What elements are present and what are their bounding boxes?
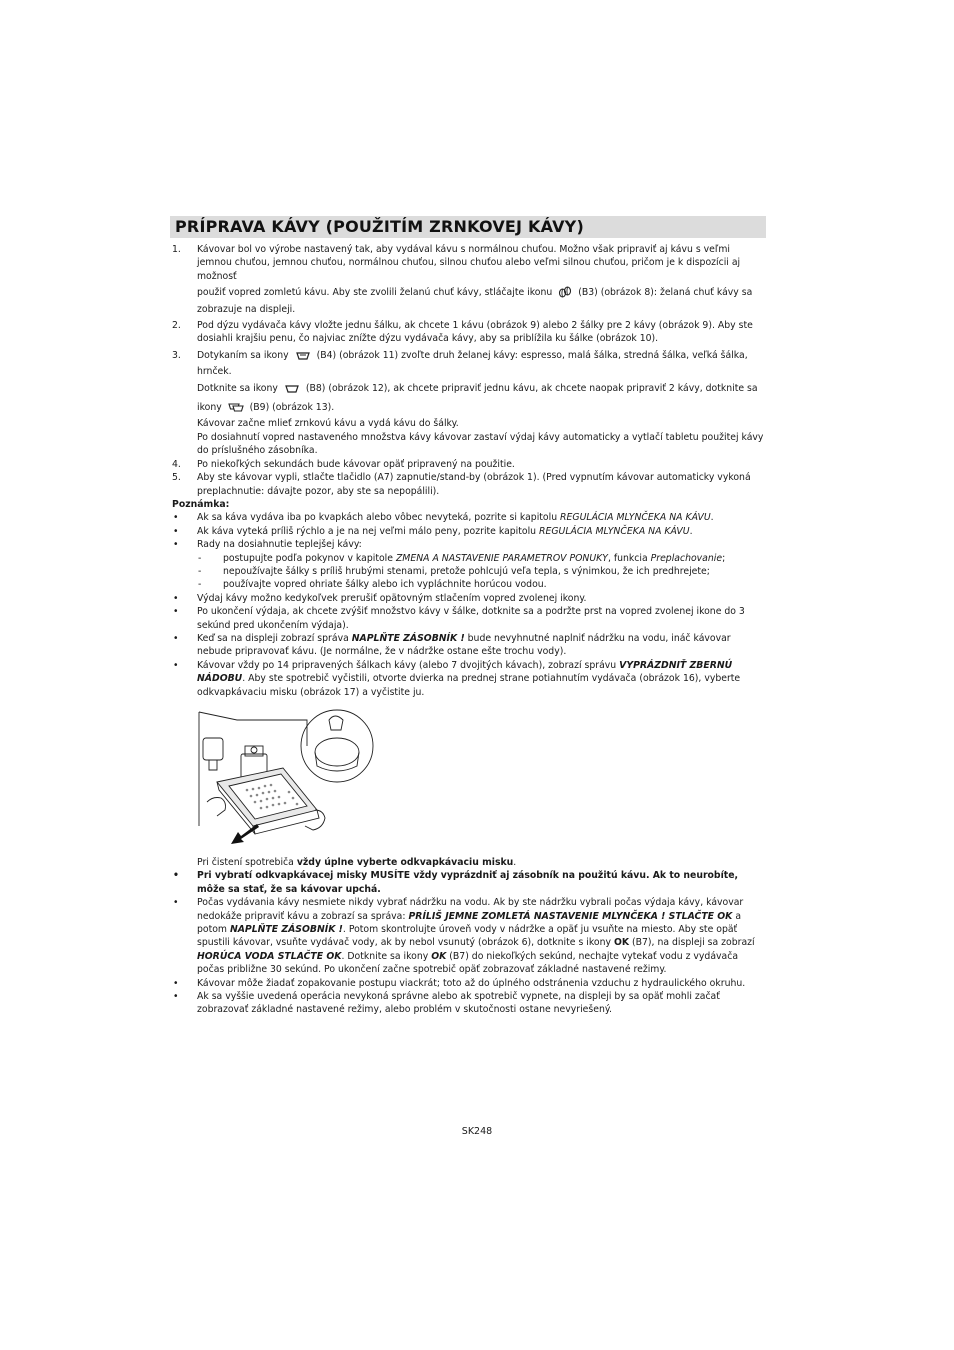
sub-item bbox=[172, 565, 766, 578]
sub-item bbox=[172, 552, 766, 565]
step-text: Po dosiahnutí vopred nastaveného množstva kávy kávovar zastaví výdaj kávy automaticky a vytlačí tabletu použitej kávy do príslušného zásobníka. bbox=[197, 431, 764, 457]
step-text: (B4) (obrázok 11) zvoľte druh želanej kávy: espresso, malá šálka, stredná šálka, veľká šálka, hrnček. bbox=[197, 349, 748, 378]
note-item bbox=[172, 977, 766, 990]
step-number: 1. bbox=[172, 244, 181, 255]
display-message: VYPRÁZDNIŤ ZBERNÚ NÁDOBU bbox=[197, 659, 733, 685]
emphasis-text: vždy úplne vyberte odkvapkávaciu misku bbox=[296, 857, 514, 868]
step-text: použiť vopred zomletú kávu. Aby ste zvolili želanú chuť kávy, stláčajte ikonu bbox=[197, 287, 553, 299]
note-item bbox=[172, 896, 766, 976]
one-cup-icon bbox=[284, 384, 300, 398]
drip-tray-removal-illustration bbox=[197, 706, 377, 852]
step-text: Pod dýzu vydávača kávy vložte jednu šálku, ak chcete 1 kávu (obrázok 9) alebo 2 šálky pre 2 kávy (obrázok 9). Aby ste dosiahli krajšiu penu, čo najviac znížte dýzu vydávača kávy, aby sa priblížila ku šálke (obrázok 10). bbox=[197, 320, 753, 345]
ok-label: OK bbox=[613, 937, 630, 949]
note-text: (B7), na displeji sa zobrazí bbox=[629, 937, 755, 949]
note-text: používajte vopred ohriate šálky alebo ich vypláchnite horúcou vodou. bbox=[223, 579, 547, 591]
sub-item bbox=[172, 578, 766, 591]
bullet-icon: • bbox=[173, 977, 179, 989]
note-text: a potom bbox=[197, 910, 742, 936]
step-3-line bbox=[197, 382, 766, 398]
note-text: Ak sa vyššie uvedená operácia nevykoná správne alebo ak spotrebič vypnete, na displeji by sa opäť mohli začať zobrazovať základné nastavené režimy, alebo problém v skutočnosti ostane nevyriešený. bbox=[197, 991, 720, 1016]
step-number: 5. bbox=[172, 472, 181, 484]
note-text: . bbox=[689, 525, 693, 537]
dash-icon: - bbox=[198, 552, 202, 564]
step-3-line bbox=[197, 401, 766, 417]
note-text: nepoužívajte šálky s príliš hrubými stenami, pretože pohlcujú veľa tepla, s výnimkou, že ich predhrejete; bbox=[223, 565, 710, 577]
note-item bbox=[172, 632, 766, 659]
bullet-icon: • bbox=[173, 991, 179, 1003]
step-text: Dotknite sa ikony bbox=[197, 382, 278, 394]
step-1 bbox=[172, 243, 766, 316]
display-message: NAPLŇTE ZÁSOBNÍK ! bbox=[229, 924, 343, 936]
cup-size-icon bbox=[295, 351, 311, 365]
page-number: SK248 bbox=[461, 1126, 493, 1137]
step-text: (B8) (obrázok 12), ak chcete pripraviť jednu kávu, ak chcete naopak pripraviť 2 kávy, dotknite sa bbox=[305, 382, 758, 394]
note-text: ; bbox=[722, 552, 726, 564]
note-text: bude nevyhnutné naplniť nádržku na vodu, ináč kávovar nebude pripravovať kávu. (Je normálne, že v nádržke ostane ešte trochu vody). bbox=[197, 632, 731, 658]
note-label: Poznámka: bbox=[172, 498, 230, 510]
note-item bbox=[172, 869, 766, 896]
cleaning-note bbox=[172, 856, 766, 869]
two-cups-icon bbox=[228, 402, 244, 417]
note-text: , funkcia bbox=[607, 552, 651, 564]
coffee-beans-icon bbox=[558, 286, 572, 302]
note-item bbox=[172, 659, 766, 699]
note-text: (B7) do niekoľkých sekúnd, nechajte vytekať vodu z vydávača počas približne 30 sekúnd. Po ukončení začne spotrebič opäť zobrazovať základné nastavené režimy. bbox=[197, 950, 739, 976]
note-text: Ak sa káva vydáva iba po kvapkách alebo vôbec nevyteká, pozrite si kapitolu bbox=[197, 512, 561, 524]
step-number: 2. bbox=[172, 320, 181, 332]
step-text: Dotykaním sa ikony bbox=[197, 349, 289, 361]
step-number: 4. bbox=[172, 458, 181, 470]
step-3 bbox=[172, 349, 766, 458]
bullet-icon: • bbox=[173, 897, 179, 909]
note-text: . Aby ste spotrebič vyčistili, otvorte dvierka na prednej strane potiahnutím vydávača (obrázok 16), vyberte odkvapkávaciu misku (obrázok 17) a vyčistite ju. bbox=[197, 673, 741, 698]
note-item bbox=[172, 990, 766, 1017]
step-text: Po niekoľkých sekundách bude kávovar opäť pripravený na použitie. bbox=[197, 458, 515, 470]
note-text: . bbox=[710, 512, 714, 524]
ok-label: OK bbox=[431, 950, 447, 962]
note-text: . Dotknite sa ikony bbox=[341, 950, 432, 962]
note-text: postupujte podľa pokynov v kapitole bbox=[223, 552, 396, 564]
note-text: Rady na dosiahnutie teplejšej kávy: bbox=[197, 539, 362, 551]
display-message: HORÚCA VODA STLAČTE OK bbox=[197, 950, 342, 962]
bullet-icon: • bbox=[173, 606, 179, 618]
bullet-icon: • bbox=[173, 512, 179, 524]
bullet-icon: • bbox=[173, 632, 179, 644]
chapter-ref: REGULÁCIA MLYNČEKA NA KÁVU bbox=[539, 525, 690, 537]
content-body bbox=[172, 243, 766, 1017]
step-4 bbox=[172, 458, 766, 471]
note-text: Po ukončení výdaja, ak chcete zvýšiť množstvo kávy v šálke, dotknite sa a podržte prst na vopred zvolenej ikone do 3 sekúnd pred ukončením výdaja). bbox=[197, 606, 745, 631]
note-item bbox=[172, 525, 766, 538]
note-item bbox=[172, 605, 766, 632]
section-heading: PRÍPRAVA KÁVY (POUŽITÍM ZRNKOVEJ KÁVY) bbox=[170, 216, 766, 238]
step-text: (B3) (obrázok 8): želaná chuť kávy sa zobrazuje na displeji. bbox=[197, 287, 753, 315]
note-text: Pri čistení spotrebiča bbox=[197, 857, 297, 868]
step-text: ikony bbox=[197, 402, 222, 414]
note-text: Kávovar vždy po 14 pripravených šálkach kávy (alebo 7 dvojitých kávach), zobrazí správu bbox=[197, 659, 620, 671]
note-text: Ak káva vyteká príliš rýchlo a je na nej veľmi málo peny, pozrite kapitolu bbox=[197, 525, 540, 537]
function-ref: Preplachovanie bbox=[650, 552, 723, 564]
note-text: . Potom skontrolujte úroveň vody v nádržke a opäť ju vsuňte na miesto. Aby ste opäť spustili kávovar, vsuňte vydávač vody, ak by nebol vsunutý (obrázok 6), dotknite s ikony bbox=[197, 924, 738, 949]
note-text: Počas vydávania kávy nesmiete nikdy vybrať nádržku na vodu. Ak by ste nádržku vybrali počas výdaja kávy, kávovar nedokáže pripraviť kávu a zobrazí sa správa: bbox=[197, 897, 744, 922]
bullet-icon: • bbox=[173, 659, 179, 671]
display-message: PRÍLIŠ JEMNE ZOMLETÁ NASTAVENIE MLYNČEKA ! STLAČTE OK bbox=[408, 910, 733, 922]
warning-text: Pri vybratí odkvapkávacej misky MUSÍTE vždy vyprázdniť aj zásobník na použitú kávu. Ak to neurobíte, môže sa stať, že sa kávovar upchá. bbox=[197, 870, 739, 895]
chapter-ref: ZMENA A NASTAVENIE PARAMETROV PONUKY bbox=[395, 552, 608, 564]
step-2 bbox=[172, 319, 766, 346]
step-text: Aby ste kávovar vypli, stlačte tlačidlo (A7) zapnutie/stand-by (obrázok 1). (Pred vypnutím kávovar automaticky vykoná preplachnutie: dávajte pozor, aby ste sa nepopálili). bbox=[197, 472, 751, 497]
display-message: NAPLŇTE ZÁSOBNÍK ! bbox=[351, 632, 465, 644]
chapter-ref: REGULÁCIA MLYNČEKA NA KÁVU bbox=[560, 512, 711, 524]
bullet-icon: • bbox=[173, 539, 179, 551]
note-item bbox=[172, 592, 766, 605]
note-text: . bbox=[513, 857, 517, 868]
step-text: Kávovar začne mlieť zrnkovú kávu a vydá kávu do šálky. bbox=[197, 418, 459, 430]
note-text: Výdaj kávy možno kedykoľvek prerušiť opätovným stlačením vopred zvolenej ikony. bbox=[197, 592, 587, 604]
note-text: Kávovar môže žiadať zopakovanie postupu viackrát; toto až do úplného odstránenia vzduchu z hydraulického okruhu. bbox=[197, 977, 746, 989]
bullet-icon: • bbox=[173, 592, 179, 604]
bullet-icon: • bbox=[173, 870, 179, 882]
step-5 bbox=[172, 471, 766, 498]
dash-icon: - bbox=[198, 565, 202, 577]
step-text: Kávovar bol vo výrobe nastavený tak, aby vydával kávu s normálnou chuťou. Možno však pripraviť aj kávu s veľmi jemnou chuťou, jemnou chuťou, normálnou chuťou, silnou chuťou alebo veľmi silnou chuťou, pričom je k dispozícii aj možnosť bbox=[197, 244, 741, 282]
dash-icon: - bbox=[198, 579, 202, 591]
note-text: Keď sa na displeji zobrazí správa bbox=[197, 632, 352, 644]
note-item bbox=[172, 511, 766, 524]
note-item bbox=[172, 538, 766, 551]
step-number: 3. bbox=[172, 349, 181, 361]
step-text: (B9) (obrázok 13). bbox=[249, 402, 335, 414]
bullet-icon: • bbox=[173, 525, 179, 537]
